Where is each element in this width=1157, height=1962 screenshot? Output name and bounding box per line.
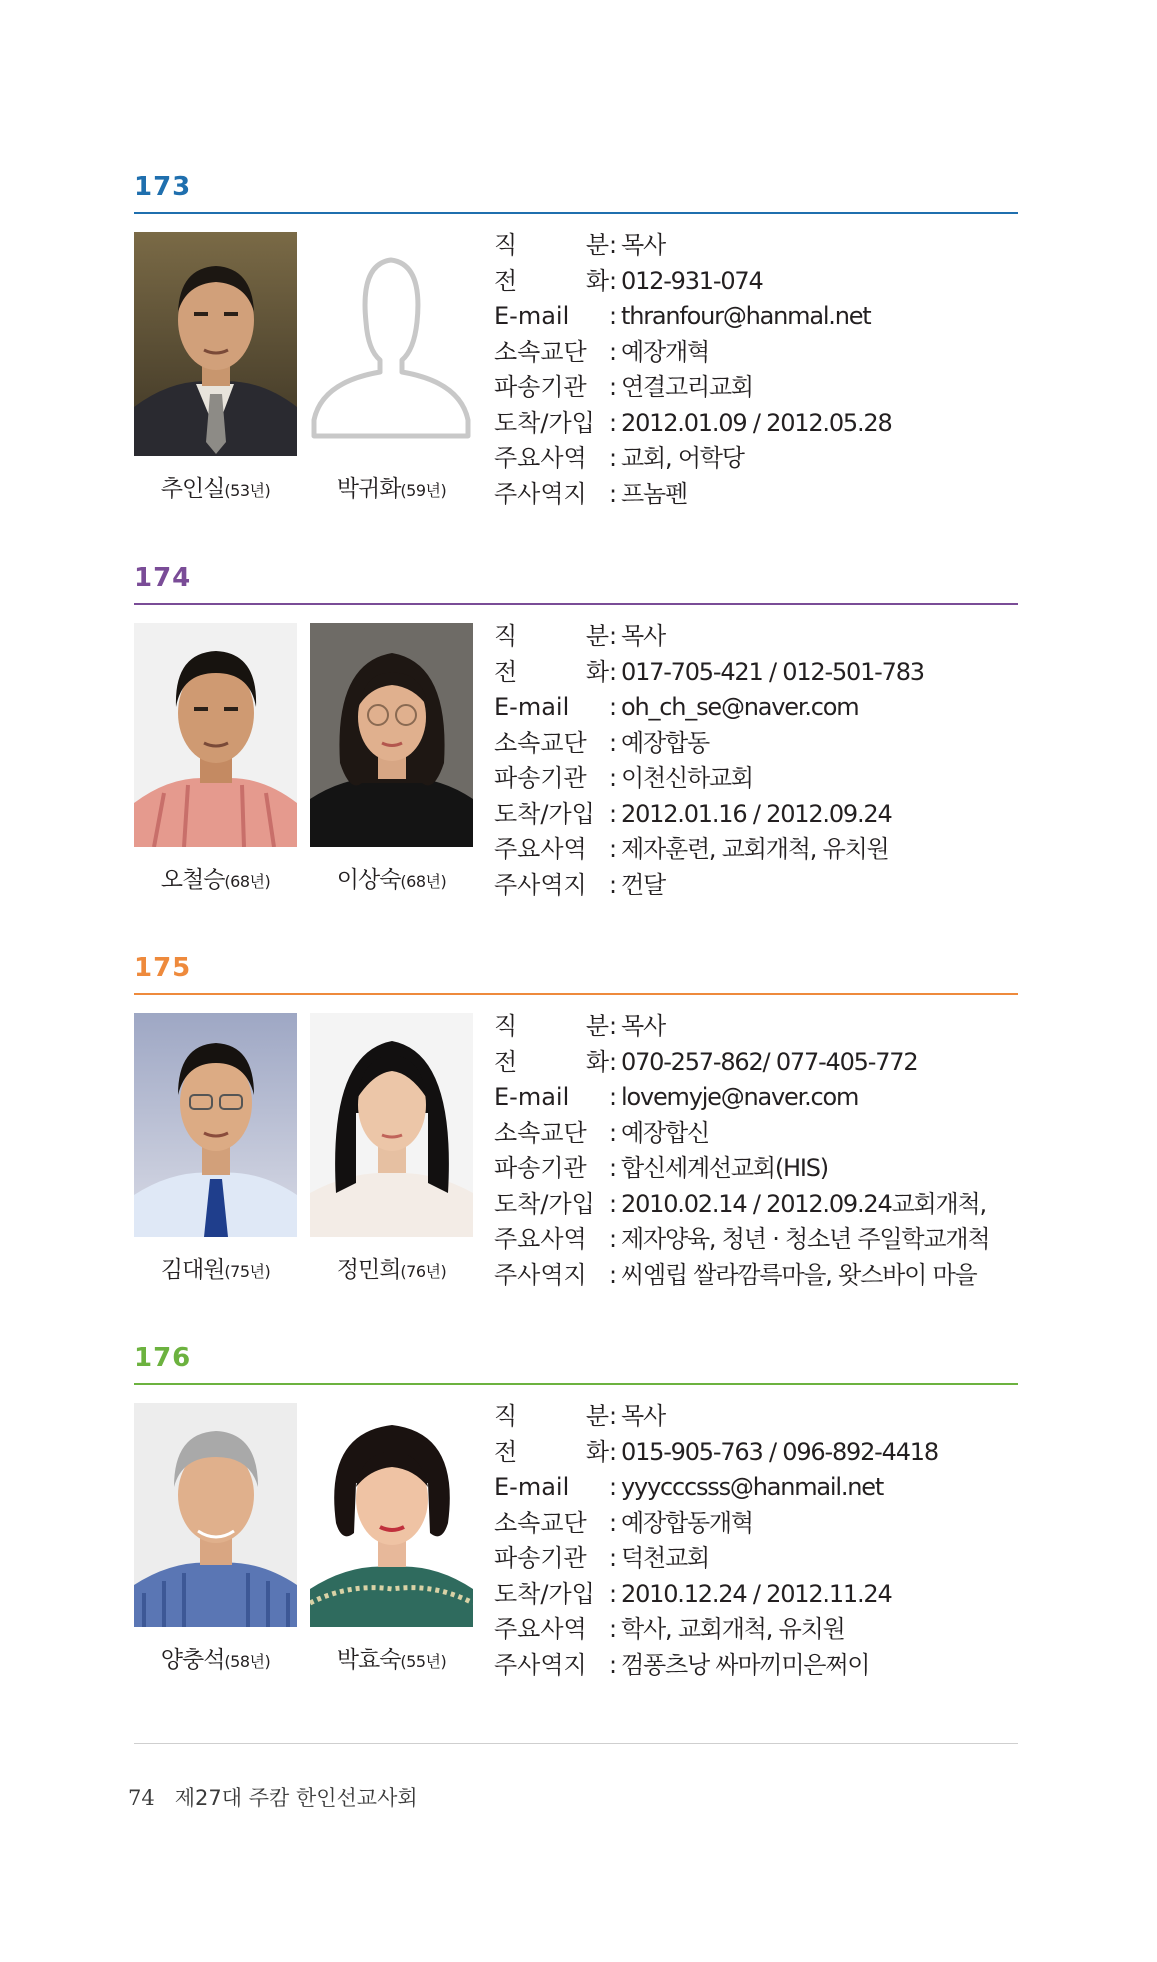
info-row-arrival: 도착/가입 : 2012.01.09 / 2012.05.28 — [494, 406, 1018, 442]
info-row-position: 직 분: 목사 — [494, 619, 1018, 655]
label: 전 화 — [494, 657, 609, 686]
info-row-position: 직 분: 목사 — [494, 1399, 1018, 1435]
info-row-position: 직 분: 목사 — [494, 228, 1018, 264]
value: 껌퐁츠낭 싸마끼미은쩌이 — [621, 1650, 870, 1679]
photo-wife — [310, 1403, 473, 1627]
info-row-email: E-mail : thranfour@hanmal.net — [494, 299, 1018, 335]
label: 파송기관 — [494, 1544, 587, 1572]
value: 012-931-074 — [621, 266, 763, 295]
photo-wife — [310, 1013, 473, 1237]
value: 제자양육, 청년 · 청소년 주일학교개척 — [621, 1225, 990, 1253]
info-block — [494, 1399, 1018, 1683]
info-row-region: 주사역지 : 씨엠립 쌀라깜륵마을, 왓스바이 마을 — [494, 1258, 1018, 1294]
page-number: 74 — [128, 1786, 155, 1810]
entry-number: 174 — [134, 563, 192, 593]
value: 예장합동개혁 — [621, 1508, 753, 1537]
info-row-ministry: 주요사역 : 제자양육, 청년 · 청소년 주일학교개척 — [494, 1222, 1018, 1258]
label: 주요사역 — [494, 1225, 587, 1253]
info-row-phone: 전 화: 012-931-074 — [494, 264, 1018, 300]
value: 목사 — [621, 231, 665, 259]
entry-173 — [134, 172, 1018, 552]
value: 2010.02.14 / 2012.09.24교회개척, — [621, 1189, 986, 1218]
label: E-mail — [494, 693, 570, 721]
name-text: 박귀화 — [336, 476, 401, 502]
value: 제자훈련, 교회개척, 유치원 — [621, 835, 889, 863]
info-row-ministry: 주요사역 : 교회, 어학당 — [494, 441, 1018, 477]
person-name — [310, 470, 473, 503]
name-text: 김대원 — [160, 1257, 225, 1283]
value: lovemyje@naver.com — [621, 1083, 859, 1111]
label: 직 분 — [494, 1012, 609, 1040]
birth-year: (68년) — [400, 872, 447, 891]
info-row-agency: 파송기관 : 연결고리교회 — [494, 370, 1018, 406]
label: 소속교단 — [494, 1118, 587, 1147]
value: 2010.12.24 / 2012.11.24 — [621, 1579, 892, 1608]
label: E-mail — [494, 302, 570, 330]
name-text: 정민희 — [336, 1257, 401, 1283]
info-row-arrival: 도착/가입 : 2012.01.16 / 2012.09.24 — [494, 797, 1018, 833]
info-row-ministry: 주요사역 : 학사, 교회개척, 유치원 — [494, 1612, 1018, 1648]
photo-husband — [134, 1013, 297, 1237]
value: 070-257-862/ 077-405-772 — [621, 1047, 918, 1076]
label: 주요사역 — [494, 444, 587, 472]
value: 목사 — [621, 1402, 665, 1430]
label: 주사역지 — [494, 1260, 587, 1289]
label: 도착/가입 — [494, 799, 595, 828]
label: 주요사역 — [494, 1615, 587, 1643]
entry-174 — [134, 563, 1018, 943]
label: 파송기관 — [494, 764, 587, 792]
value: 2012.01.16 / 2012.09.24 — [621, 799, 892, 828]
page-footer — [128, 1782, 418, 1812]
info-row-denomination: 소속교단 : 예장합신 — [494, 1116, 1018, 1152]
label: 주사역지 — [494, 870, 587, 899]
entry-number: 173 — [134, 172, 192, 202]
label: 도착/가입 — [494, 408, 595, 437]
person-name — [310, 1251, 473, 1284]
value: 덕천교회 — [621, 1544, 709, 1572]
birth-year: (75년) — [224, 1262, 271, 1281]
info-block — [494, 1009, 1018, 1293]
label: 전 화 — [494, 1437, 609, 1466]
info-row-email: E-mail : yyycccsss@hanmail.net — [494, 1470, 1018, 1506]
info-row-agency: 파송기관 : 합신세계선교회(HIS) — [494, 1151, 1018, 1187]
label: 도착/가입 — [494, 1579, 595, 1608]
value: 017-705-421 / 012-501-783 — [621, 657, 924, 686]
photo-placeholder — [310, 232, 473, 456]
info-row-email: E-mail : lovemyje@naver.com — [494, 1080, 1018, 1116]
section-rule — [134, 212, 1018, 214]
label: 파송기관 — [494, 373, 587, 401]
label: 주사역지 — [494, 479, 587, 508]
value: 껀달 — [621, 870, 665, 899]
label: 소속교단 — [494, 337, 587, 366]
value: 씨엠립 쌀라깜륵마을, 왓스바이 마을 — [621, 1260, 977, 1289]
birth-year: (59년) — [400, 481, 447, 500]
person-name — [134, 1641, 297, 1674]
photo-husband — [134, 232, 297, 456]
info-row-email: E-mail : oh_ch_se@naver.com — [494, 690, 1018, 726]
photo-husband — [134, 623, 297, 847]
info-row-denomination: 소속교단 : 예장합동개혁 — [494, 1506, 1018, 1542]
value: 연결고리교회 — [621, 373, 753, 401]
label: 직 분 — [494, 1402, 609, 1430]
label: 전 화 — [494, 266, 609, 295]
info-row-region: 주사역지 : 프놈펜 — [494, 477, 1018, 513]
birth-year: (68년) — [224, 872, 271, 891]
value: 015-905-763 / 096-892-4418 — [621, 1437, 938, 1466]
label: 파송기관 — [494, 1154, 587, 1182]
entry-175 — [134, 953, 1018, 1333]
person-name — [134, 1251, 297, 1284]
value: 이천신하교회 — [621, 764, 753, 792]
name-text: 양충석 — [160, 1647, 225, 1673]
label: 소속교단 — [494, 1508, 587, 1537]
value: 교회, 어학당 — [621, 444, 744, 472]
person-name — [134, 470, 297, 503]
info-row-arrival: 도착/가입 : 2010.02.14 / 2012.09.24교회개척, — [494, 1187, 1018, 1223]
section-rule — [134, 993, 1018, 995]
entry-number: 176 — [134, 1343, 192, 1373]
info-row-region: 주사역지 : 껌퐁츠낭 싸마끼미은쩌이 — [494, 1648, 1018, 1684]
name-text: 추인실 — [160, 476, 225, 502]
label: 직 분 — [494, 231, 609, 259]
person-name — [310, 1641, 473, 1674]
name-text: 오철승 — [160, 867, 225, 893]
entry-number: 175 — [134, 953, 192, 983]
name-text: 이상숙 — [336, 867, 401, 893]
info-row-phone: 전 화: 070-257-862/ 077-405-772 — [494, 1045, 1018, 1081]
section-rule — [134, 603, 1018, 605]
birth-year: (55년) — [400, 1652, 447, 1671]
label: 전 화 — [494, 1047, 609, 1076]
section-rule — [134, 1383, 1018, 1385]
info-row-phone: 전 화: 015-905-763 / 096-892-4418 — [494, 1435, 1018, 1471]
info-row-arrival: 도착/가입 : 2010.12.24 / 2012.11.24 — [494, 1577, 1018, 1613]
name-text: 박효숙 — [336, 1647, 401, 1673]
value: yyycccsss@hanmail.net — [621, 1473, 884, 1501]
info-row-position: 직 분: 목사 — [494, 1009, 1018, 1045]
info-row-ministry: 주요사역 : 제자훈련, 교회개척, 유치원 — [494, 832, 1018, 868]
value: 예장개혁 — [621, 337, 709, 366]
label: 소속교단 — [494, 728, 587, 757]
info-block — [494, 619, 1018, 903]
birth-year: (58년) — [224, 1652, 271, 1671]
info-row-region: 주사역지 : 껀달 — [494, 868, 1018, 904]
info-row-denomination: 소속교단 : 예장합동 — [494, 726, 1018, 762]
birth-year: (76년) — [400, 1262, 447, 1281]
label: 주사역지 — [494, 1650, 587, 1679]
label: 주요사역 — [494, 835, 587, 863]
value: 합신세계선교회(HIS) — [621, 1154, 828, 1182]
value: 프놈펜 — [621, 479, 687, 508]
value: 2012.01.09 / 2012.05.28 — [621, 408, 892, 437]
entry-176 — [134, 1343, 1018, 1723]
label: E-mail — [494, 1083, 570, 1111]
info-row-agency: 파송기관 : 이천신하교회 — [494, 761, 1018, 797]
info-block — [494, 228, 1018, 512]
photo-wife — [310, 623, 473, 847]
info-row-agency: 파송기관 : 덕천교회 — [494, 1541, 1018, 1577]
value: 예장합신 — [621, 1118, 709, 1147]
value: 학사, 교회개척, 유치원 — [621, 1615, 845, 1643]
info-row-denomination: 소속교단 : 예장개혁 — [494, 335, 1018, 371]
value: 목사 — [621, 1012, 665, 1040]
label: 직 분 — [494, 622, 609, 650]
person-name — [310, 861, 473, 894]
photo-husband — [134, 1403, 297, 1627]
label: 도착/가입 — [494, 1189, 595, 1218]
birth-year: (53년) — [224, 481, 271, 500]
value: oh_ch_se@naver.com — [621, 693, 859, 721]
label: E-mail — [494, 1473, 570, 1501]
value: thranfour@hanmal.net — [621, 302, 871, 330]
footer-divider — [134, 1743, 1018, 1744]
value: 예장합동 — [621, 728, 709, 757]
publication-title: 제27대 주캄 한인선교사회 — [174, 1786, 418, 1810]
info-row-phone: 전 화: 017-705-421 / 012-501-783 — [494, 655, 1018, 691]
value: 목사 — [621, 622, 665, 650]
person-name — [134, 861, 297, 894]
